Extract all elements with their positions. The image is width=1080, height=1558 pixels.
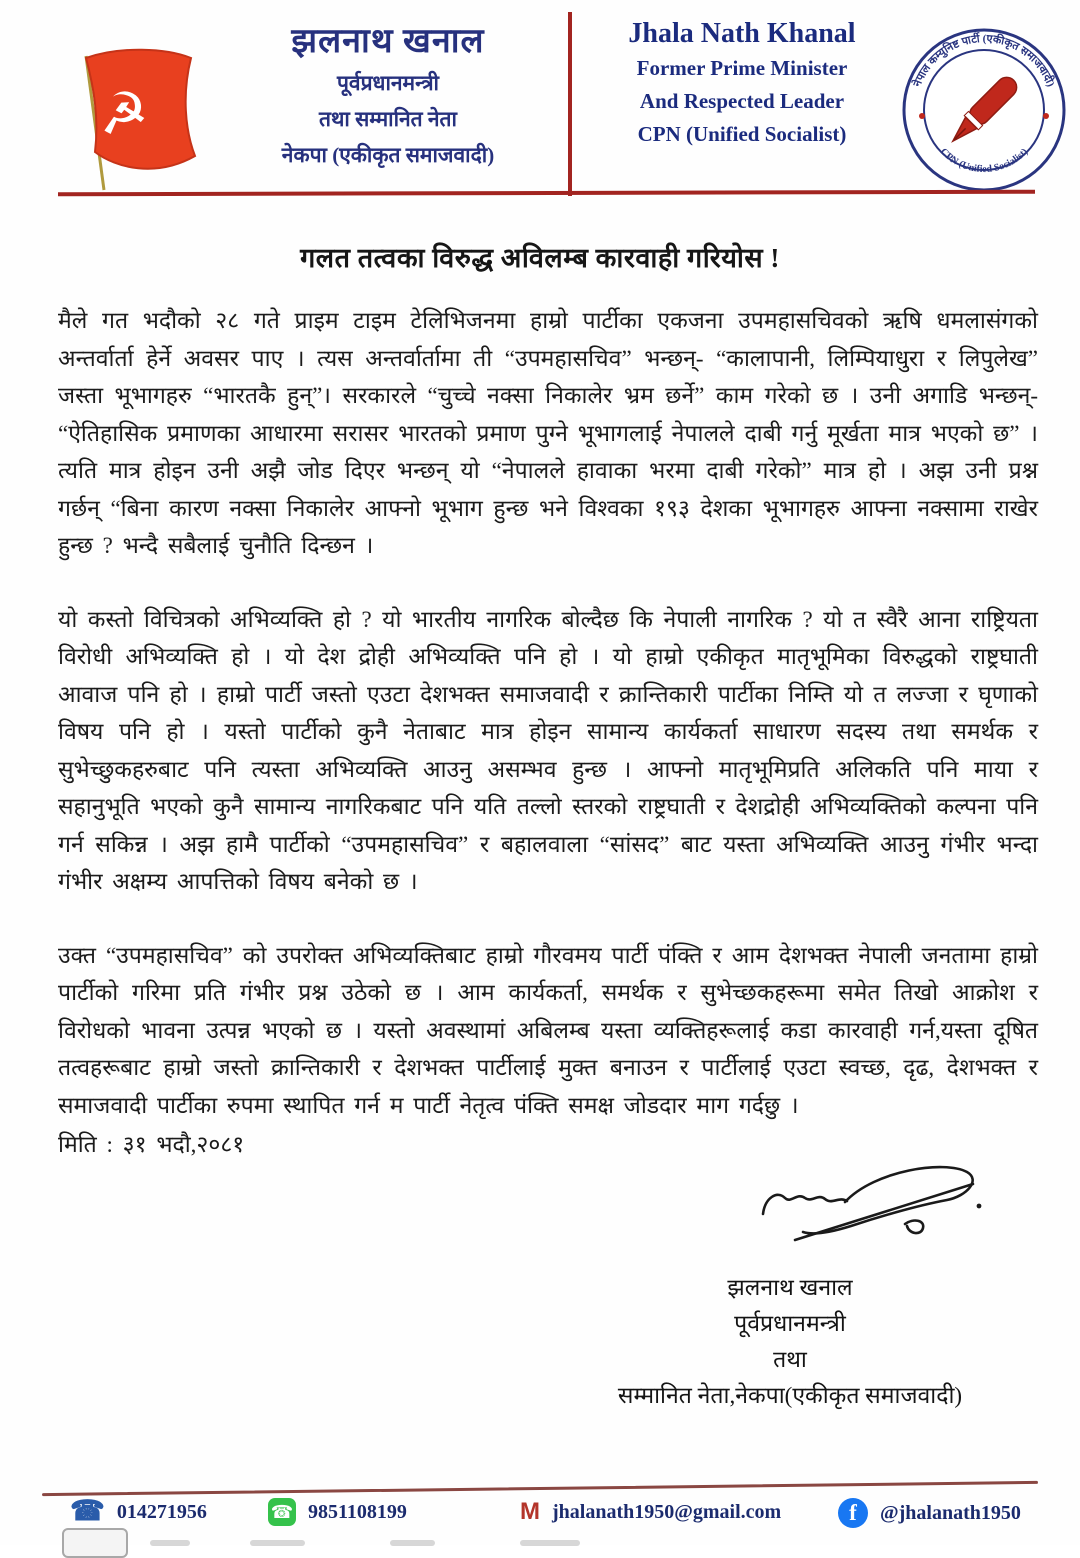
party-flag-icon	[58, 42, 208, 197]
header-nepali-title-3: नेकपा (एकीकृत समाजवादी)	[281, 143, 495, 167]
paragraph-3: उक्त “उपमहासचिव” को उपरोक्त अभिव्यक्तिबाट हाम्रो गौरवमय पार्टी पंक्ति र आम देशभक्त नेपाली जनतामा हाम्रो पार्टीको गरिमा प्रति गंभीर प्रश्न उठेको छ । आम कार्यकर्ता, समर्थक र सुभेच्छकहरूमा समेत तिखो आक्रोश र विरोधको भावना उत्पन्न भएको छ । यस्तो अवस्थामां अबिलम्ब यस्ता व्यक्तिहरूलाई कडा कारवाही गर्न,यस्ता दूषित तत्वहरूबाट हाम्रो जस्तो क्रान्तिकारी र देशभक्त पार्टीलाई मुक्त बनाउन र पार्टीलाई एउटा स्वच्छ, दृढ, देशभक्त र समाजवादी पार्टीका रुपमा स्थापित गर्न म पार्टी नेतृत्व पंक्ति समक्ष जोडदार माग गर्दछु ।	[58, 942, 1038, 1118]
facebook-handle: @jhalanath1950	[880, 1501, 1021, 1524]
scan-smudge	[250, 1540, 305, 1546]
paragraph-1: मैले गत भदौको २८ गते प्राइम टाइम टेलिभिजनमा हाम्रो पार्टीका एकजना उपमहासचिवको ऋषि धमलासंगको अन्तर्वार्ता हेर्ने अवसर पाए । त्यस अन्तर्वार्तामा ती “उपमहासचिव” भन्छन्- “कालापानी, लिम्पियाधुरा र लिपुलेख” जस्ता भूभागहरु “भारतकै हुन्”। सरकारले “चुच्चे नक्सा निकालेर भ्रम छर्ने” काम गरेको छ । उनी अगाडि भन्छन्- “ऐतिहासिक प्रमाणका आधारमा सरासर भारतको प्रमाण पुग्ने भूभागलाई नेपालले दाबी गर्नु मूर्खता मात्र भएको छ” । त्यति मात्र होइन उनी अझै जोड दिएर भन्छन् यो “नेपालले हावाका भरमा दाबी गरेको” मात्र हो । अझ उनी प्रश्न गर्छन् “बिना कारण नक्सा निकालेर आफ्नो भूभाग हुन्छ भने विश्वका १९३ देशका भूभागहरु आफ्ना नक्सामा राखेर हुन्छ ? भन्दै सबैलाई चुनौति दिन्छन ।	[58, 308, 1038, 558]
header-nepali-block	[248, 16, 528, 170]
facebook-icon: f	[838, 1498, 868, 1528]
whatsapp-number: 9851108199	[308, 1500, 407, 1523]
signatory-name: झलनाथ खनाल	[727, 1275, 853, 1300]
contact-phone	[70, 1498, 207, 1526]
gmail-icon: M	[520, 1498, 540, 1525]
contact-whatsapp	[268, 1498, 407, 1526]
whatsapp-icon: ☎	[268, 1498, 296, 1526]
phone-number: 014271956	[116, 1500, 207, 1523]
signature-block	[555, 1162, 1025, 1414]
scan-crop-artifact	[62, 1528, 128, 1558]
header-nepali-name: झलनाथ खनाल	[291, 23, 485, 60]
signatory-title-3: सम्मानित नेता,नेकपा(एकीकृत समाजवादी)	[617, 1383, 963, 1408]
phone-icon: ☎	[70, 1496, 105, 1527]
letter-body	[58, 302, 1038, 1164]
header-english-name: Jhala Nath Khanal	[628, 18, 856, 49]
scan-smudge	[390, 1540, 435, 1546]
date-line: मिति : ३१ भदौ,२०८१	[58, 1132, 245, 1157]
signatory-title-2: तथा	[773, 1347, 807, 1372]
header-nepali-title-2: तथा सम्मानित नेता	[319, 107, 457, 131]
party-seal	[900, 26, 1068, 194]
svg-text:☭: ☭	[94, 79, 152, 149]
footer-rule	[42, 1481, 1038, 1496]
contact-facebook	[838, 1498, 1021, 1528]
header-english-title-1: Former Prime Minister	[636, 56, 848, 80]
signatory-title-1: पूर्वप्रधानमन्त्री	[734, 1311, 846, 1336]
header-english-title-3: CPN (Unified Socialist)	[637, 122, 847, 146]
paragraph-2: यो कस्तो विचित्रको अभिव्यक्ति हो ? यो भारतीय नागरिक बोल्दैछ कि नेपाली नागरिक ? यो त स्वैरै आना राष्ट्रियता विरोधी अभिव्यक्ति हो । यो देश द्रोही अभिव्यक्ति पनि हो । यो हाम्रो एकीकृत मातृभूमिका विरुद्धको राष्ट्रघाती आवाज पनि हो । हाम्रो पार्टी जस्तो एउटा देशभक्त समाजवादी र क्रान्तिकारी पार्टीका निम्ति यो त लज्जा र घृणाको विषय पनि हो । यस्तो पार्टीको कुनै नेताबाट मात्र होइन सामान्य कार्यकर्ता साधारण सदस्य तथा समर्थक र सुभेच्छुकहरुबाट पनि त्यस्ता अभिव्यक्ति आउनु असम्भव हुन्छ । आफ्नो मातृभूमिप्रति अलिकति पनि माया र सहानुभूति भएको कुनै सामान्य नागरिकबाट पनि यति तल्लो स्तरको राष्ट्रघाती र देशद्रोही अभिव्यक्तिको कल्पना पनि गर्न सकिन्न । अझ हामै पार्टीको “उपमहासचिव” र बहालवाला “सांसद” बाट यस्ता अभिव्यक्ति आउनु गंभीर भन्दा गंभीर अक्षम्य आपत्तिको विषय बनेको छ ।	[58, 606, 1038, 894]
scan-smudge	[150, 1540, 190, 1546]
seal-top-text: नेपाल कम्युनिष्ट पार्टी (एकीकृत समाजवादी)	[911, 32, 1057, 89]
seal-bottom-text: CPN (Unified Socialist)	[937, 146, 1031, 176]
contact-email	[520, 1498, 781, 1526]
header-english-block	[592, 18, 892, 149]
scan-smudge	[520, 1540, 580, 1546]
letter-subject: गलत तत्वका विरुद्ध अविलम्ब कारवाही गरियोस !	[300, 243, 780, 273]
header-english-title-2: And Respected Leader	[639, 89, 845, 113]
header-nepali-title-1: पूर्वप्रधानमन्त्री	[337, 71, 439, 95]
header-vertical-divider	[568, 12, 572, 196]
email-address: jhalanath1950@gmail.com	[552, 1500, 782, 1523]
signature-image	[755, 1162, 995, 1257]
